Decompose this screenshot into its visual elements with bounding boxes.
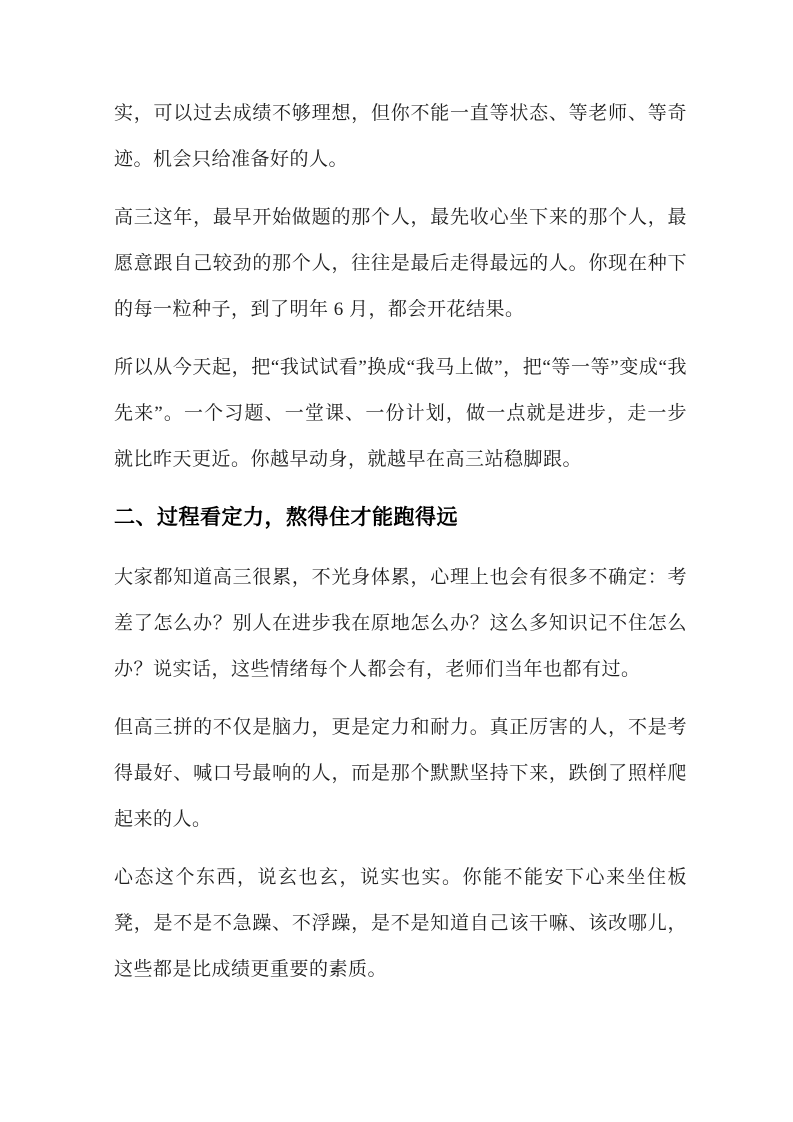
paragraph-endurance-over-brainpower: 但高三拼的不仅是脑力，更是定力和耐力。真正厉害的人，不是考得最好、喊口号最响的人，而是那个默默坚持下来，跌倒了照样爬起来的人。 [114,717,687,830]
paragraph-start-today: 所以从今天起，把“我试试看”换成“我马上做”，把“等一等”变成“我先来”。一个习题、一堂课、一份计划，做一点就是进步，走一步就比昨天更近。你越早动身，就越早在高三站稳脚跟。 [114,357,687,470]
section-heading-perseverance: 二、过程看定力，熬得住才能跑得远 [114,506,458,529]
paragraph-wait-for-no-one: 实，可以过去成绩不够理想，但你不能一直等状态、等老师、等奇迹。机会只给准备好的人。 [114,103,687,170]
paragraph-mindset-matters: 心态这个东西，说玄也玄，说实也实。你能不能安下心来坐住板凳，是不是不急躁、不浮躁，是不是知道自己该干嘛、该改哪儿，这些都是比成绩更重要的素质。 [114,867,687,980]
paragraph-everyone-feels-uncertain: 大家都知道高三很累，不光身体累，心理上也会有很多不确定：考差了怎么办？别人在进步我在原地怎么办？这么多知识记不住怎么办？说实话，这些情绪每个人都会有，老师们当年也都有过。 [114,567,687,680]
paragraph-senior-year-seeds: 高三这年，最早开始做题的那个人，最先收心坐下来的那个人，最愿意跟自己较劲的那个人，往往是最后走得最远的人。你现在种下的每一粒种子，到了明年 6 月，都会开花结果。 [114,207,687,320]
